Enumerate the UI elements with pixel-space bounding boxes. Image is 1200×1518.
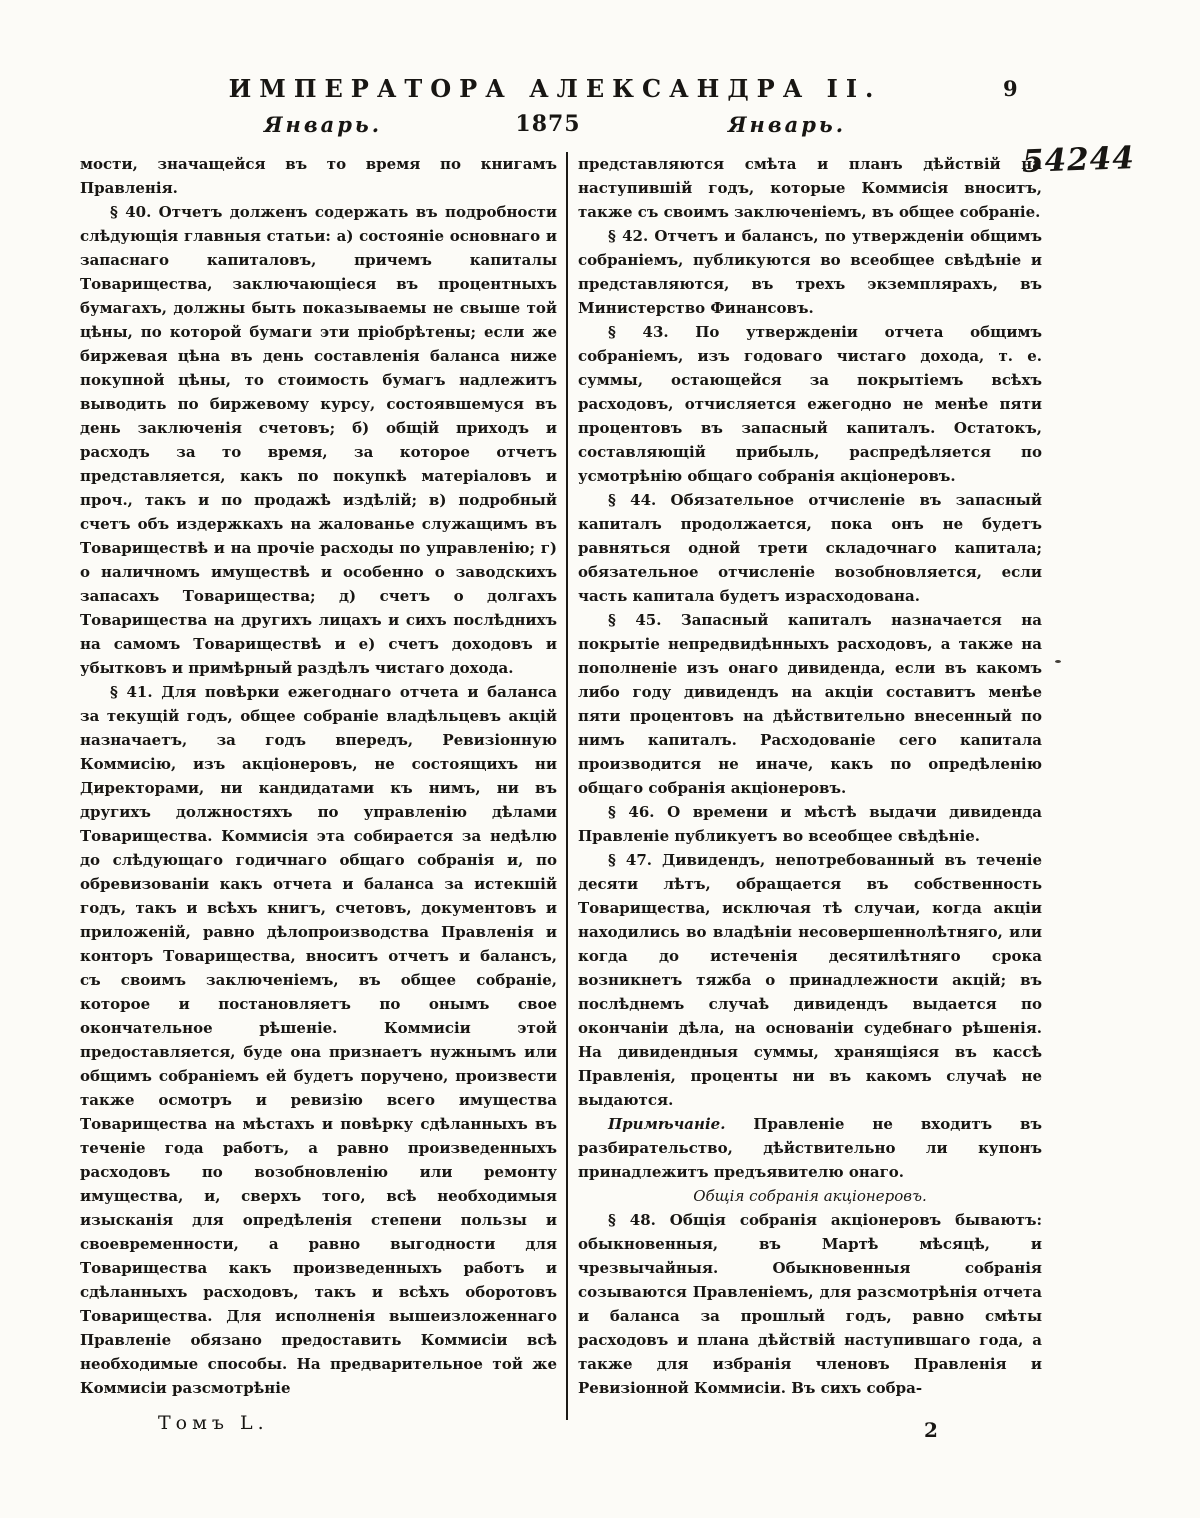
paragraph: § 42. Отчетъ и балансъ, по утвержденіи общимъ собраніемъ, публикуются во всеобщее свѣдѣніе и представляются, въ трехъ экземплярахъ, въ Министерство Финансовъ. — [578, 227, 1042, 317]
doc-number-handwritten: 54244 — [1021, 140, 1136, 180]
text-columns — [80, 152, 1042, 1422]
column-divider — [566, 152, 568, 1420]
running-head-month-right: Январь. — [728, 112, 847, 137]
paragraph: § 43. По утвержденіи отчета общимъ собраніемъ, изъ годоваго чистаго дохода, т. е. суммы, остающейся за покрытіемъ всѣхъ расходовъ, отчисляется ежегодно не менѣе пяти процентовъ въ запасный капиталъ. Остатокъ, составляющій прибыль, распредѣляется по усмотрѣнію общаго собранія акціонеровъ. — [578, 323, 1042, 485]
paragraph: Примѣчаніе. Правленіе не входитъ въ разбирательство, дѣйствительно ли купонъ принадлежитъ предъявителю онаго. — [578, 1115, 1042, 1181]
paragraph: представляются смѣта и планъ дѣйствій на наступившій годъ, которые Коммисія вноситъ, также съ своимъ заключеніемъ, въ общее собраніе. — [578, 155, 1042, 221]
paragraph: § 46. О времени и мѣстѣ выдачи дивиденда Правленіе публикуетъ во всеобщее свѣдѣніе. — [578, 803, 1042, 845]
paragraph: § 45. Запасный капиталъ назначается на покрытіе непредвидѣнныхъ расходовъ, а также на пополненіе изъ онаго дивиденда, если въ какомъ либо году дивидендъ на акціи составитъ менѣе пяти процентовъ на дѣйствительно внесенный по нимъ капиталъ. Расходованіе сего капитала производится не иначе, какъ по опредѣленію общаго собранія акціонеровъ. — [578, 611, 1042, 797]
paragraph: § 44. Обязательное отчисленіе въ запасный капиталъ продолжается, пока онъ не будетъ равняться одной трети складочнаго капитала; обязательное отчисленіе возобновляется, если часть капитала будетъ израсходована. — [578, 491, 1042, 605]
paragraph: § 47. Дивидендъ, непотребованный въ теченіе десяти лѣтъ, обращается въ собственность Товарищества, исключая тѣ случаи, когда акціи находились во владѣніи несовершеннолѣтняго, или когда до истеченія десятилѣтняго срока возникнетъ тяжба о принадлежности акцій; въ послѣднемъ случаѣ дивидендъ выдается по окончаніи дѣла, на основаніи судебнаго рѣшенія. На дивидендныя суммы, хранящіяся въ кассѣ Правленія, проценты ни въ какомъ случаѣ не выдаются. — [578, 851, 1042, 1109]
page-title: ИМПЕРАТОРА АЛЕКСАНДРА II. — [228, 74, 882, 103]
paragraph: § 41. Для повѣрки ежегоднаго отчета и баланса за текущій годъ, общее собраніе владѣльцевъ акцій назначаетъ, за годъ впередъ, Ревизіонную Коммисію, изъ акціонеровъ, не состоящихъ ни Директорами, ни кандидатами къ нимъ, ни въ другихъ должностяхъ по управленію дѣлами Товарищества. Коммисія эта собирается за недѣлю до слѣдующаго годичнаго общаго собранія и, по обревизованіи какъ отчета и баланса за истекшій годъ, такъ и всѣхъ книгъ, счетовъ, документовъ и приложеній, равно дѣлопроизводства Правленія и конторъ Товарищества, вноситъ отчетъ и балансъ, съ своимъ заключеніемъ, въ общее собраніе, которое и постановляетъ по онымъ свое окончательное рѣшеніе. Коммисіи этой предоставляется, буде она признаетъ нужнымъ или общимъ собраніемъ ей будетъ поручено, произвести также осмотръ и ревизію всего имущества Товарищества на мѣстахъ и повѣрку сдѣланныхъ въ теченіе года работъ, а равно произведенныхъ расходовъ по возобновленію или ремонту имущества, и, сверхъ того, всѣ необходимыя изысканія для опредѣленія степени пользы и своевременности, а равно выгодности для Товарищества какъ произведенныхъ работъ и сдѣланныхъ расходовъ, такъ и всѣхъ оборотовъ Товарищества. Для исполненія вышеизложеннаго Правленіе обязано предоставить Коммисіи всѣ необходимые способы. На предварительное той же Коммисіи разсмотрѣніе — [80, 683, 557, 1397]
running-head-year: 1875 — [515, 111, 581, 137]
footer-sheet-number: 2 — [924, 1418, 938, 1442]
paragraph: § 40. Отчетъ долженъ содержать въ подробности слѣдующія главныя статьи: а) состояніе основнаго и запаснаго капиталовъ, причемъ капиталы Товарищества, заключающіеся въ процентныхъ бумагахъ, должны быть показываемы не свыше той цѣны, по которой бумаги эти пріобрѣтены; если же биржевая цѣна въ день составленія баланса ниже покупной цѣны, то стоимость бумагъ надлежитъ выводить по биржевому курсу, состоявшемуся въ день заключенія счетовъ; б) общій приходъ и расходъ за то время, за которое отчетъ представляется, какъ по покупкѣ матеріаловъ и проч., такъ и по продажѣ издѣлій; в) подробный счетъ объ издержкахъ на жалованье служащимъ въ Товариществѣ и на прочіе расходы по управленію; г) о наличномъ имуществѣ и особенно о заводскихъ запасахъ Товарищества; д) счетъ о долгахъ Товарищества на другихъ лицахъ и сихъ послѣднихъ на самомъ Товариществѣ и е) счетъ доходовъ и убытковъ и примѣрный раздѣлъ чистаго дохода. — [80, 203, 557, 677]
paragraph: § 48. Общія собранія акціонеровъ бываютъ: обыкновенныя, въ Мартѣ мѣсяцѣ, и чрезвычайныя. Обыкновенныя собранія созываются Правленіемъ, для разсмотрѣнія отчета и баланса за прошлый годъ, равно смѣты расходовъ и плана дѣйствій наступившаго года, а также для избранія членовъ Правленія и Ревизіонной Коммисіи. Въ сихъ собра- — [578, 1211, 1042, 1397]
left-column — [80, 152, 557, 1400]
section-subheading: Общія собранія акціонеровъ. — [693, 1187, 927, 1205]
running-head-month-left: Январь. — [264, 112, 383, 137]
page-number: 9 — [1003, 76, 1018, 101]
scan-artifact — [1055, 660, 1061, 663]
right-column — [578, 152, 1042, 1400]
paragraph: мости, значащейся въ то время по книгамъ Правленія. — [80, 155, 557, 197]
paragraph-lead: Примѣчаніе. — [608, 1115, 726, 1133]
footer-volume: Томъ L. — [158, 1412, 269, 1434]
